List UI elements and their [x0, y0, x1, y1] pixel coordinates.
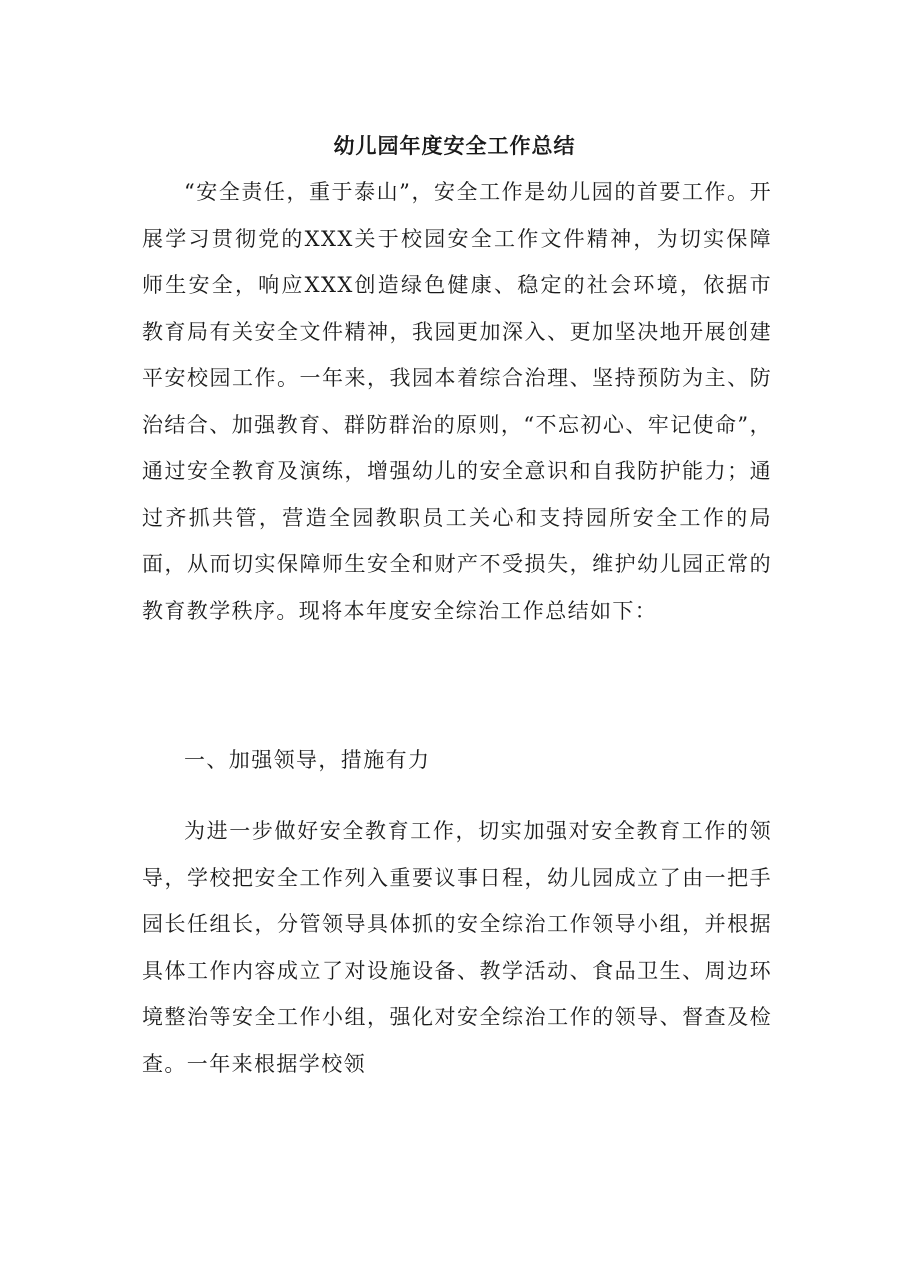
document-title: 幼儿园年度安全工作总结	[333, 134, 576, 158]
intro-paragraph: “安全责任，重于泰山”，安全工作是幼儿园的首要工作。开展学习贯彻党的XXX关于校园安全工作文件精神，为切实保障师生安全，响应XXX创造绿色健康、稳定的社会环境，依据市教育局有关安全文件精神，我园更加深入、更加坚决地开展创建平安校园工作。一年来，我园本着综合治理、坚持预防为主、防治结合、加强教育、群防群治的原则，“不忘初心、牢记使命”，通过安全教育及演练，增强幼儿的安全意识和自我防护能力；通过齐抓共管，营造全园教职员工关心和支持园所安全工作的局面，从而切实保障师生安全和财产不受损失，维护幼儿园正常的教育教学秩序。现将本年度安全综治工作总结如下：	[142, 180, 772, 623]
section-paragraph: 为进一步做好安全教育工作，切实加强对安全教育工作的领导，学校把安全工作列入重要议事日程，幼儿园成立了由一把手园长任组长，分管领导具体抓的安全综治工作领导小组，并根据具体工作内容成立了对设施设备、教学活动、食品卫生、周边环境整治等安全工作小组，强化对安全综治工作的领导、督查及检查。一年来根据学校领	[142, 819, 772, 1076]
section-heading: 一、加强领导，措施有力	[184, 748, 431, 772]
